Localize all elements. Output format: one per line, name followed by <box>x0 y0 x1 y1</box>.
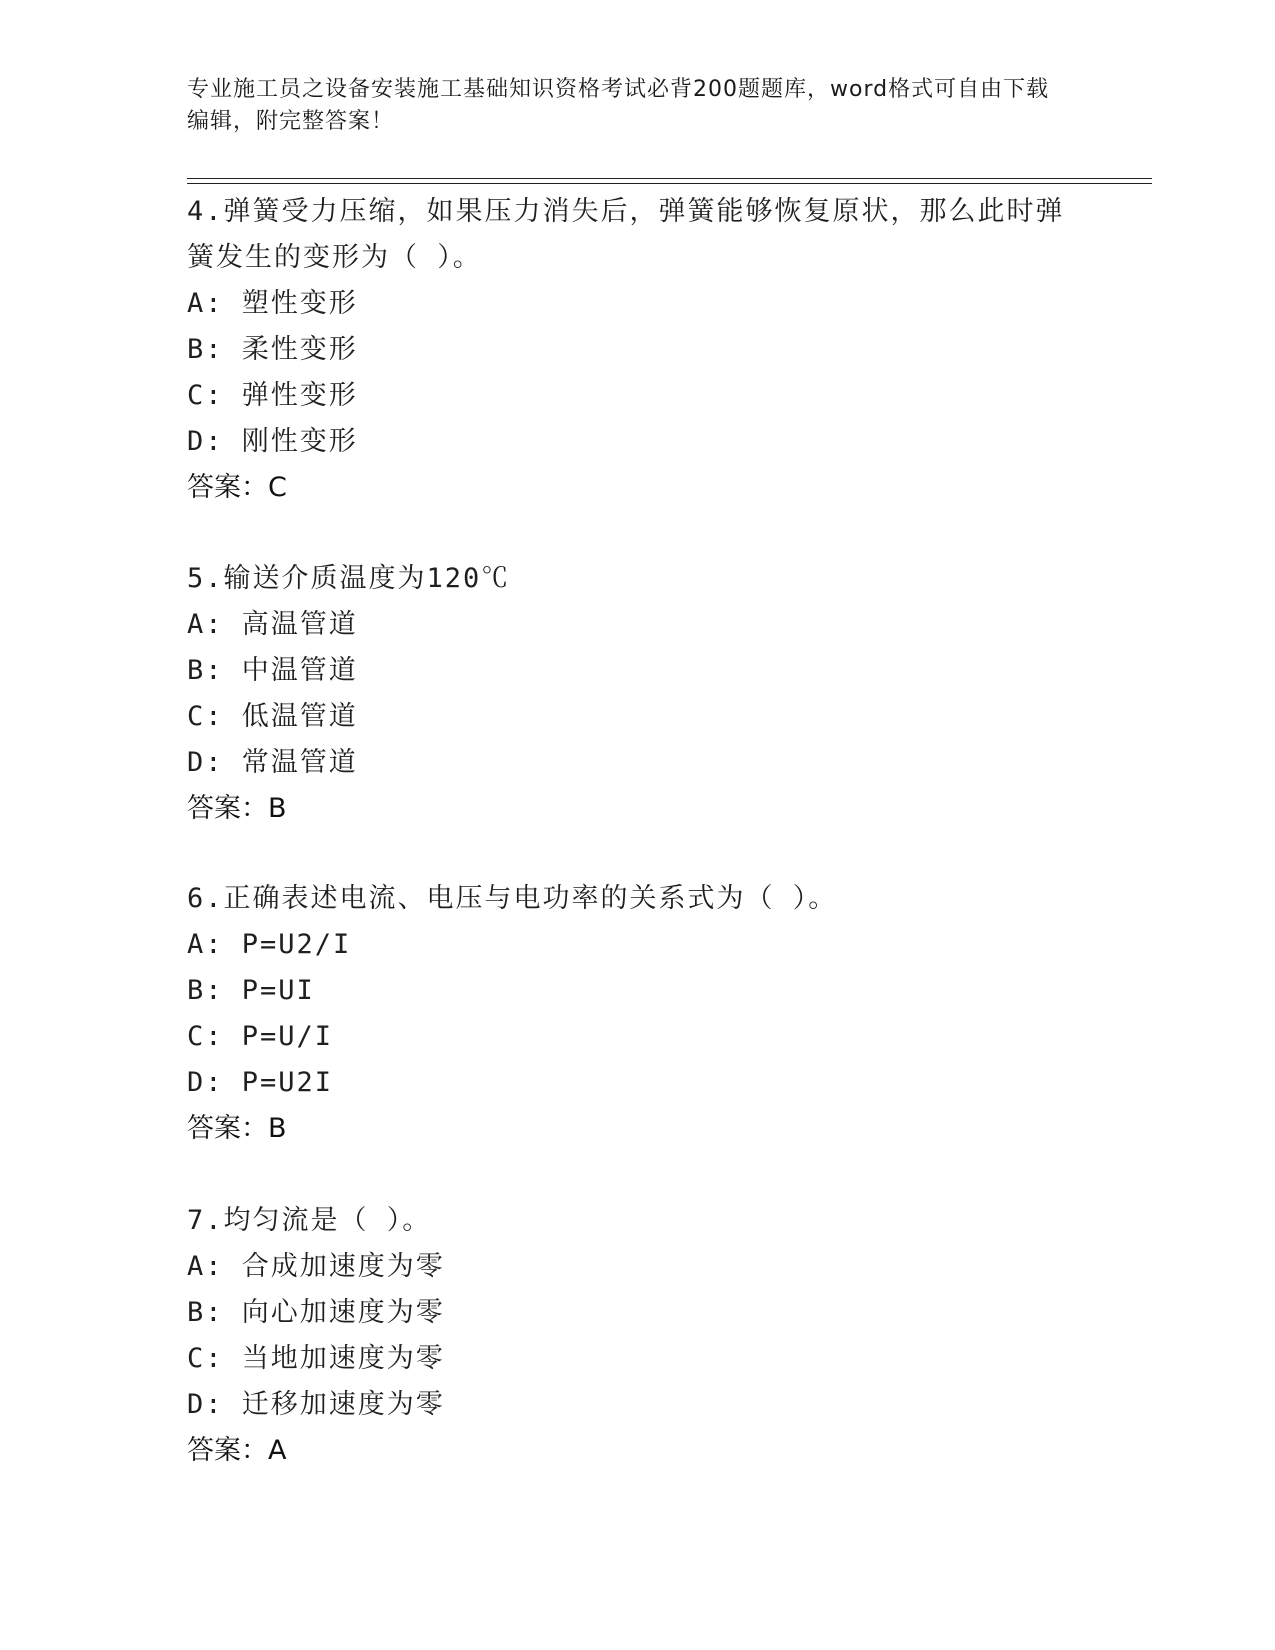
option-c: C: 弹性变形 <box>187 380 358 411</box>
option-a: A: 高温管道 <box>187 609 358 640</box>
document-header: 专业施工员之设备安装施工基础知识资格考试必背200题题库，word格式可自由下载编辑，附完整答案！ <box>187 77 1050 134</box>
option-b: B: 中温管道 <box>187 655 358 686</box>
answer: 答案：C <box>187 472 287 503</box>
header-divider-top <box>187 178 1152 179</box>
option-d: D: 刚性变形 <box>187 426 358 457</box>
option-a: A: 塑性变形 <box>187 288 358 319</box>
question-4 <box>187 189 1087 511</box>
option-b: B: P=UI <box>187 975 315 1006</box>
option-c: C: P=U/I <box>187 1021 334 1052</box>
option-b: B: 向心加速度为零 <box>187 1297 445 1328</box>
question-text: 4.弹簧受力压缩，如果压力消失后，弹簧能够恢复原状，那么此时弹簧发生的变形为（ ）。 <box>187 196 1065 273</box>
question-6 <box>187 876 1087 1152</box>
question-text: 7.均匀流是（ ）。 <box>187 1205 432 1236</box>
question-text: 5.输送介质温度为120℃ <box>187 563 511 594</box>
option-a: A: 合成加速度为零 <box>187 1251 445 1282</box>
question-5 <box>187 556 1087 832</box>
answer: 答案：B <box>187 1113 287 1144</box>
option-c: C: 低温管道 <box>187 701 358 732</box>
option-c: C: 当地加速度为零 <box>187 1343 445 1374</box>
option-a: A: P=U2/I <box>187 929 352 960</box>
option-d: D: P=U2I <box>187 1067 334 1098</box>
question-7 <box>187 1198 1087 1474</box>
answer: 答案：B <box>187 793 287 824</box>
header-divider-bottom <box>187 183 1152 184</box>
answer: 答案：A <box>187 1435 287 1466</box>
option-b: B: 柔性变形 <box>187 334 358 365</box>
option-d: D: 迁移加速度为零 <box>187 1389 445 1420</box>
option-d: D: 常温管道 <box>187 747 358 778</box>
question-text: 6.正确表述电流、电压与电功率的关系式为（ ）。 <box>187 883 838 914</box>
